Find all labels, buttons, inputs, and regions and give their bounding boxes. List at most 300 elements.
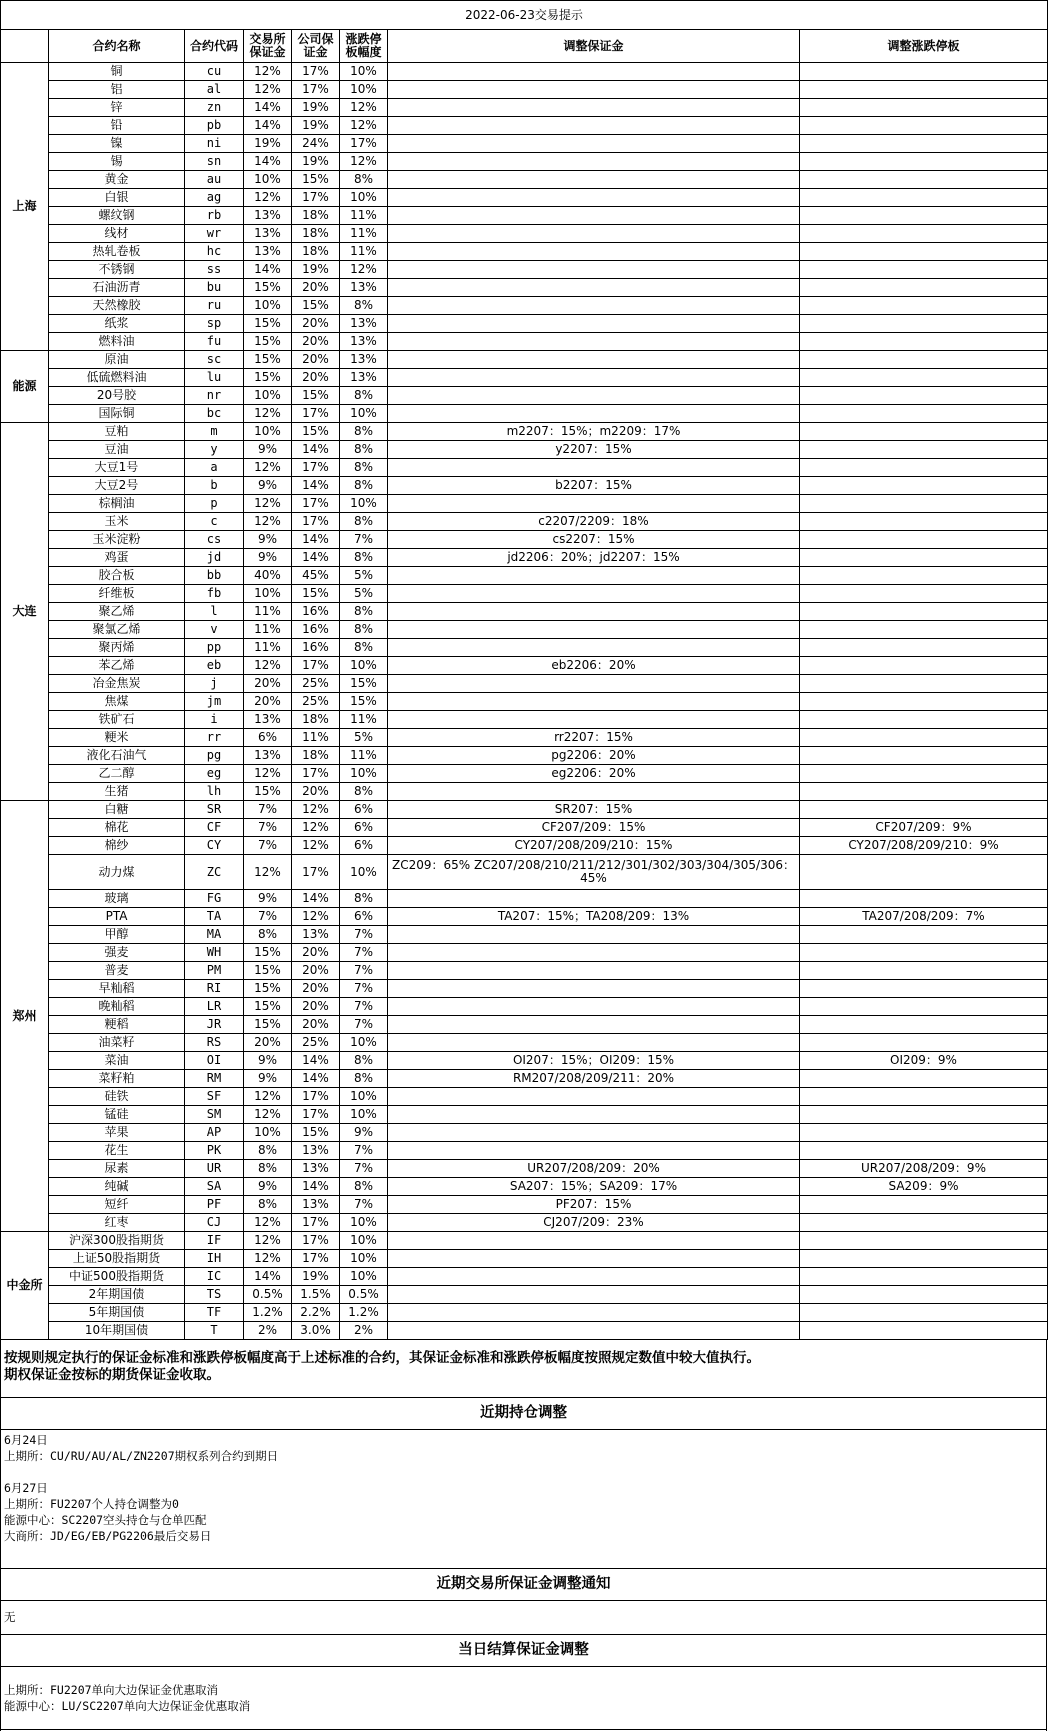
price-limit-cell: 8% (340, 639, 388, 657)
contract-name-cell: 苹果 (49, 1124, 185, 1142)
exchange-margin-cell: 15% (244, 351, 292, 369)
contract-name-cell: 铜 (49, 63, 185, 81)
adjusted-margin-cell (388, 603, 800, 621)
price-limit-cell: 10% (340, 657, 388, 675)
company-margin-cell: 17% (292, 657, 340, 675)
contract-code-cell: SF (185, 1088, 244, 1106)
table-row (1, 1232, 1048, 1250)
contract-code-cell: sn (185, 153, 244, 171)
table-row (1, 585, 1048, 603)
adjusted-margin-cell (388, 1034, 800, 1052)
adjusted-limit-cell (800, 980, 1048, 998)
contract-code-cell: TA (185, 908, 244, 926)
price-limit-cell: 8% (340, 297, 388, 315)
price-limit-cell: 8% (340, 1178, 388, 1196)
table-row (1, 189, 1048, 207)
settlement-margin-title: 当日结算保证金调整 (0, 1634, 1047, 1667)
table-row (1, 819, 1048, 837)
exchange-margin-cell: 10% (244, 423, 292, 441)
contract-code-cell: lh (185, 783, 244, 801)
table-row (1, 117, 1048, 135)
contract-code-cell: zn (185, 99, 244, 117)
price-limit-cell: 8% (340, 890, 388, 908)
adjusted-margin-cell: y2207：15% (388, 441, 800, 459)
exchange-margin-cell: 12% (244, 1250, 292, 1268)
contract-name-cell: 棉纱 (49, 837, 185, 855)
exchange-margin-cell: 9% (244, 441, 292, 459)
adjusted-margin-cell (388, 621, 800, 639)
contract-code-cell: j (185, 675, 244, 693)
contract-code-cell: v (185, 621, 244, 639)
contract-name-cell: 2年期国债 (49, 1286, 185, 1304)
company-margin-cell: 19% (292, 153, 340, 171)
company-margin-cell: 20% (292, 351, 340, 369)
exchange-margin-cell: 2% (244, 1322, 292, 1340)
exchange-margin-cell: 10% (244, 585, 292, 603)
exchange-margin-cell: 15% (244, 962, 292, 980)
table-row (1, 729, 1048, 747)
table-row (1, 459, 1048, 477)
table-row (1, 639, 1048, 657)
table-row (1, 1322, 1048, 1340)
contract-name-cell: 纸浆 (49, 315, 185, 333)
price-limit-cell: 15% (340, 675, 388, 693)
contract-code-cell: c (185, 513, 244, 531)
table-row (1, 926, 1048, 944)
adjusted-limit-cell: TA207/208/209：7% (800, 908, 1048, 926)
company-margin-cell: 12% (292, 908, 340, 926)
contract-code-cell: JR (185, 1016, 244, 1034)
contract-name-cell: 胶合板 (49, 567, 185, 585)
company-margin-cell: 12% (292, 819, 340, 837)
contract-code-cell: PF (185, 1196, 244, 1214)
adjusted-margin-cell (388, 351, 800, 369)
price-limit-cell: 8% (340, 603, 388, 621)
adjusted-limit-cell (800, 1088, 1048, 1106)
adjusted-limit-cell (800, 801, 1048, 819)
price-limit-cell: 13% (340, 279, 388, 297)
price-limit-cell: 7% (340, 944, 388, 962)
exchange-margin-cell: 15% (244, 944, 292, 962)
price-limit-cell: 10% (340, 1106, 388, 1124)
price-limit-cell: 8% (340, 783, 388, 801)
company-margin-cell: 19% (292, 117, 340, 135)
table-row (1, 279, 1048, 297)
exchange-margin-cell: 15% (244, 998, 292, 1016)
adjusted-limit-cell (800, 549, 1048, 567)
rule-note: 按规则规定执行的保证金标准和涨跌停板幅度高于上述标准的合约，其保证金标准和涨跌停板幅度按照规定数值中较大值执行。 (4, 1350, 760, 1366)
company-margin-cell: 24% (292, 135, 340, 153)
contract-name-cell: 螺纹钢 (49, 207, 185, 225)
adjusted-margin-cell: pg2206：20% (388, 747, 800, 765)
adjusted-limit-cell (800, 1124, 1048, 1142)
exchange-margin-cell: 15% (244, 369, 292, 387)
adjusted-limit-cell (800, 729, 1048, 747)
price-limit-cell: 8% (340, 1052, 388, 1070)
table-row (1, 441, 1048, 459)
contract-name-cell: 玉米 (49, 513, 185, 531)
price-limit-cell: 11% (340, 711, 388, 729)
contract-code-cell: y (185, 441, 244, 459)
bottom-border (0, 1729, 1047, 1730)
company-margin-cell: 18% (292, 243, 340, 261)
header-company-margin: 公司保证金 (292, 30, 340, 63)
contract-name-cell: 尿素 (49, 1160, 185, 1178)
contract-name-cell: 线材 (49, 225, 185, 243)
adjusted-margin-cell: m2207：15%；m2209：17% (388, 423, 800, 441)
company-margin-cell: 15% (292, 387, 340, 405)
contract-code-cell: MA (185, 926, 244, 944)
exchange-margin-cell: 10% (244, 1124, 292, 1142)
company-margin-cell: 19% (292, 99, 340, 117)
adjusted-limit-cell (800, 63, 1048, 81)
company-margin-cell: 15% (292, 171, 340, 189)
adjusted-limit-cell (800, 1034, 1048, 1052)
exchange-margin-cell: 7% (244, 837, 292, 855)
table-row (1, 693, 1048, 711)
table-row (1, 1052, 1048, 1070)
contract-code-cell: CF (185, 819, 244, 837)
adjusted-limit-cell (800, 765, 1048, 783)
exchange-margin-cell: 9% (244, 1070, 292, 1088)
position-adjust-title: 近期持仓调整 (0, 1397, 1047, 1430)
company-margin-cell: 17% (292, 1088, 340, 1106)
price-limit-cell: 10% (340, 405, 388, 423)
adjusted-margin-cell: b2207：15% (388, 477, 800, 495)
company-margin-cell: 14% (292, 531, 340, 549)
contract-code-cell: CY (185, 837, 244, 855)
adjusted-limit-cell (800, 567, 1048, 585)
table-row (1, 387, 1048, 405)
table-row (1, 1034, 1048, 1052)
contract-code-cell: FG (185, 890, 244, 908)
contract-name-cell: 甲醇 (49, 926, 185, 944)
price-limit-cell: 7% (340, 531, 388, 549)
adjusted-margin-cell (388, 639, 800, 657)
company-margin-cell: 17% (292, 189, 340, 207)
adjusted-margin-cell: SA207：15%；SA209：17% (388, 1178, 800, 1196)
contract-name-cell: 豆粕 (49, 423, 185, 441)
contract-name-cell: 花生 (49, 1142, 185, 1160)
adjusted-margin-cell: cs2207：15% (388, 531, 800, 549)
adjusted-limit-cell (800, 297, 1048, 315)
adjusted-limit-cell (800, 117, 1048, 135)
contract-code-cell: UR (185, 1160, 244, 1178)
company-margin-cell: 14% (292, 890, 340, 908)
company-margin-cell: 14% (292, 1052, 340, 1070)
exchange-margin-cell: 8% (244, 1196, 292, 1214)
contract-code-cell: sc (185, 351, 244, 369)
company-margin-cell: 18% (292, 747, 340, 765)
exchange-margin-notice-body: 无 (4, 1610, 16, 1624)
company-margin-cell: 20% (292, 980, 340, 998)
price-limit-cell: 10% (340, 81, 388, 99)
table-row (1, 675, 1048, 693)
adjusted-limit-cell (800, 944, 1048, 962)
contract-name-cell: 20号胶 (49, 387, 185, 405)
adjusted-margin-cell (388, 315, 800, 333)
adjusted-margin-cell: CF207/209：15% (388, 819, 800, 837)
exchange-margin-cell: 13% (244, 225, 292, 243)
price-limit-cell: 7% (340, 1142, 388, 1160)
adjusted-margin-cell (388, 1232, 800, 1250)
exchange-margin-cell: 10% (244, 297, 292, 315)
adjusted-margin-cell (388, 926, 800, 944)
contract-name-cell: 棉花 (49, 819, 185, 837)
adjusted-limit-cell (800, 441, 1048, 459)
company-margin-cell: 17% (292, 855, 340, 890)
price-limit-cell: 10% (340, 855, 388, 890)
table-row (1, 603, 1048, 621)
company-margin-cell: 15% (292, 297, 340, 315)
exchange-margin-cell: 12% (244, 189, 292, 207)
company-margin-cell: 3.0% (292, 1322, 340, 1340)
company-margin-cell: 17% (292, 459, 340, 477)
contract-code-cell: jd (185, 549, 244, 567)
contract-code-cell: IC (185, 1268, 244, 1286)
price-limit-cell: 2% (340, 1322, 388, 1340)
adjusted-margin-cell: c2207/2209：18% (388, 513, 800, 531)
exchange-margin-cell: 14% (244, 261, 292, 279)
adjusted-limit-cell (800, 639, 1048, 657)
table-row (1, 153, 1048, 171)
adjusted-margin-cell (388, 225, 800, 243)
exchange-margin-cell: 0.5% (244, 1286, 292, 1304)
adjusted-limit-cell (800, 477, 1048, 495)
table-row (1, 1304, 1048, 1322)
table-row (1, 477, 1048, 495)
table-row (1, 567, 1048, 585)
contract-code-cell: bu (185, 279, 244, 297)
adjusted-limit-cell (800, 675, 1048, 693)
adjusted-limit-cell (800, 225, 1048, 243)
company-margin-cell: 14% (292, 1070, 340, 1088)
adjusted-margin-cell: eg2206：20% (388, 765, 800, 783)
contract-code-cell: ss (185, 261, 244, 279)
contract-name-cell: 锰硅 (49, 1106, 185, 1124)
contract-name-cell: 原油 (49, 351, 185, 369)
adjusted-limit-cell (800, 1106, 1048, 1124)
price-limit-cell: 11% (340, 225, 388, 243)
table-row (1, 1268, 1048, 1286)
contract-name-cell: 聚乙烯 (49, 603, 185, 621)
contract-code-cell: sp (185, 315, 244, 333)
exchange-margin-cell: 14% (244, 153, 292, 171)
company-margin-cell: 17% (292, 63, 340, 81)
adjusted-limit-cell (800, 405, 1048, 423)
contract-name-cell: 棕榈油 (49, 495, 185, 513)
price-limit-cell: 7% (340, 998, 388, 1016)
exchange-margin-cell: 12% (244, 81, 292, 99)
adjusted-margin-cell (388, 1106, 800, 1124)
adjusted-limit-cell (800, 351, 1048, 369)
price-limit-cell: 1.2% (340, 1304, 388, 1322)
contract-code-cell: fb (185, 585, 244, 603)
contract-name-cell: PTA (49, 908, 185, 926)
adjusted-margin-cell (388, 693, 800, 711)
price-limit-cell: 8% (340, 441, 388, 459)
adjusted-margin-cell (388, 297, 800, 315)
contract-code-cell: ru (185, 297, 244, 315)
table-row (1, 225, 1048, 243)
contract-name-cell: 热轧卷板 (49, 243, 185, 261)
company-margin-cell: 1.5% (292, 1286, 340, 1304)
contract-name-cell: 普麦 (49, 962, 185, 980)
adjusted-limit-cell (800, 585, 1048, 603)
price-limit-cell: 6% (340, 837, 388, 855)
table-row (1, 801, 1048, 819)
contract-code-cell: pg (185, 747, 244, 765)
exchange-margin-cell: 12% (244, 1088, 292, 1106)
adjusted-margin-cell (388, 890, 800, 908)
price-limit-cell: 6% (340, 801, 388, 819)
adjusted-limit-cell (800, 1322, 1048, 1340)
contract-code-cell: cu (185, 63, 244, 81)
exchange-margin-cell: 7% (244, 801, 292, 819)
table-row (1, 1088, 1048, 1106)
contract-name-cell: 硅铁 (49, 1088, 185, 1106)
contract-code-cell: IH (185, 1250, 244, 1268)
price-limit-cell: 7% (340, 1196, 388, 1214)
adjusted-margin-cell (388, 1286, 800, 1304)
adjusted-margin-cell (388, 279, 800, 297)
contract-code-cell: SR (185, 801, 244, 819)
adjusted-margin-cell (388, 153, 800, 171)
price-limit-cell: 8% (340, 459, 388, 477)
contract-name-cell: 锡 (49, 153, 185, 171)
adjusted-margin-cell (388, 495, 800, 513)
table-row (1, 549, 1048, 567)
contract-code-cell: fu (185, 333, 244, 351)
company-margin-cell: 17% (292, 81, 340, 99)
company-margin-cell: 17% (292, 1250, 340, 1268)
adjusted-limit-cell (800, 711, 1048, 729)
adjusted-margin-cell: UR207/208/209：20% (388, 1160, 800, 1178)
exchange-margin-cell: 13% (244, 207, 292, 225)
page-title: 2022-06-23交易提示 (1, 1, 1048, 30)
exchange-margin-cell: 8% (244, 926, 292, 944)
contract-name-cell: 菜籽粕 (49, 1070, 185, 1088)
contract-code-cell: SM (185, 1106, 244, 1124)
adjusted-margin-cell: eb2206：20% (388, 657, 800, 675)
exchange-margin-cell: 12% (244, 405, 292, 423)
adjusted-margin-cell (388, 81, 800, 99)
exchange-margin-cell: 12% (244, 459, 292, 477)
contract-code-cell: rb (185, 207, 244, 225)
contract-name-cell: 纯碱 (49, 1178, 185, 1196)
adjusted-limit-cell (800, 1070, 1048, 1088)
table-row (1, 962, 1048, 980)
price-limit-cell: 10% (340, 765, 388, 783)
price-limit-cell: 8% (340, 171, 388, 189)
contract-name-cell: 不锈钢 (49, 261, 185, 279)
table-row (1, 135, 1048, 153)
contract-code-cell: au (185, 171, 244, 189)
exchange-margin-cell: 12% (244, 1214, 292, 1232)
exchange-cell: 大连 (1, 423, 49, 801)
table-header-row (1, 30, 1048, 63)
adjusted-margin-cell (388, 585, 800, 603)
exchange-margin-notice-title: 近期交易所保证金调整通知 (0, 1568, 1047, 1601)
table-row (1, 855, 1048, 890)
adjusted-margin-cell (388, 944, 800, 962)
header-adjusted-margin: 调整保证金 (388, 30, 800, 63)
table-row (1, 1196, 1048, 1214)
contract-name-cell: 乙二醇 (49, 765, 185, 783)
contract-code-cell: wr (185, 225, 244, 243)
contract-code-cell: ZC (185, 855, 244, 890)
exchange-margin-cell: 14% (244, 99, 292, 117)
price-limit-cell: 11% (340, 243, 388, 261)
adjusted-limit-cell (800, 369, 1048, 387)
adjusted-margin-cell (388, 207, 800, 225)
table-row (1, 369, 1048, 387)
adjusted-margin-cell: PF207：15% (388, 1196, 800, 1214)
exchange-margin-cell: 9% (244, 890, 292, 908)
company-margin-cell: 20% (292, 783, 340, 801)
adjusted-limit-cell (800, 423, 1048, 441)
contract-code-cell: lu (185, 369, 244, 387)
table-row (1, 531, 1048, 549)
contract-name-cell: 苯乙烯 (49, 657, 185, 675)
adjusted-margin-cell (388, 1016, 800, 1034)
company-margin-cell: 18% (292, 207, 340, 225)
company-margin-cell: 17% (292, 513, 340, 531)
company-margin-cell: 19% (292, 261, 340, 279)
company-margin-cell: 16% (292, 603, 340, 621)
contract-name-cell: 油菜籽 (49, 1034, 185, 1052)
option-margin-note: 期权保证金按标的期货保证金收取。 (4, 1367, 220, 1383)
price-limit-cell: 11% (340, 207, 388, 225)
adjusted-limit-cell (800, 621, 1048, 639)
exchange-margin-cell: 11% (244, 639, 292, 657)
adjusted-limit-cell (800, 207, 1048, 225)
price-limit-cell: 10% (340, 1250, 388, 1268)
adjusted-limit-cell (800, 99, 1048, 117)
table-row (1, 890, 1048, 908)
adjusted-margin-cell (388, 567, 800, 585)
contract-name-cell: 豆油 (49, 441, 185, 459)
contract-code-cell: cs (185, 531, 244, 549)
table-row (1, 207, 1048, 225)
exchange-margin-cell: 11% (244, 621, 292, 639)
company-margin-cell: 12% (292, 837, 340, 855)
adjusted-limit-cell (800, 962, 1048, 980)
adjusted-margin-cell: ZC209：65% ZC207/208/210/211/212/301/302/303/304/305/306：45% (388, 855, 800, 890)
adjusted-margin-cell: CY207/208/209/210：15% (388, 837, 800, 855)
table-row (1, 243, 1048, 261)
contract-code-cell: eb (185, 657, 244, 675)
exchange-margin-cell: 7% (244, 819, 292, 837)
header-contract-name: 合约名称 (49, 30, 185, 63)
contract-code-cell: RS (185, 1034, 244, 1052)
header-contract-code: 合约代码 (185, 30, 244, 63)
exchange-margin-cell: 12% (244, 855, 292, 890)
contract-name-cell: 大豆2号 (49, 477, 185, 495)
company-margin-cell: 17% (292, 1106, 340, 1124)
table-row (1, 81, 1048, 99)
table-row (1, 747, 1048, 765)
exchange-margin-cell: 13% (244, 243, 292, 261)
adjusted-limit-cell (800, 279, 1048, 297)
table-row (1, 1016, 1048, 1034)
adjusted-margin-cell (388, 1250, 800, 1268)
adjusted-margin-cell (388, 1142, 800, 1160)
company-margin-cell: 45% (292, 567, 340, 585)
contract-name-cell: 沪深300股指期货 (49, 1232, 185, 1250)
contract-name-cell: 玉米淀粉 (49, 531, 185, 549)
header-exchange (1, 30, 49, 63)
